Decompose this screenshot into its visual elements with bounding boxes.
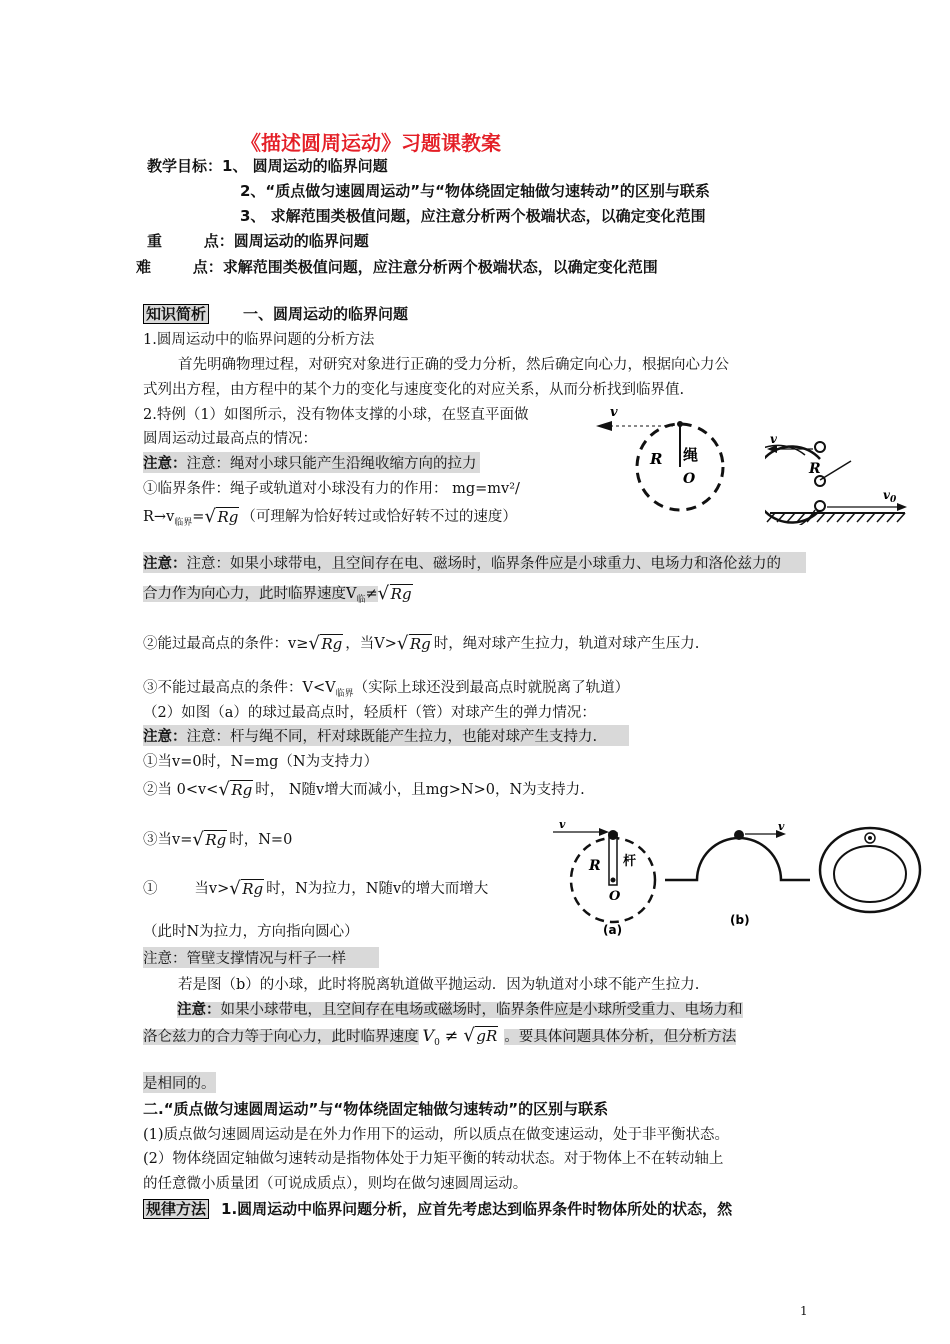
rope-r-label: R <box>650 450 663 468</box>
v0-formula: $V_0$ ≠ √ gR <box>419 1026 505 1048</box>
sqrt-rg: √ Rg <box>218 781 255 799</box>
crit1: ①临界条件：绳子或轨道对小球没有力的作用： mg=mv²/ <box>143 481 520 497</box>
note2-line1: 注意：注意：如果小球带电，且空间存在电、磁场时，临界条件应是小球重力、电场力和洛伦兹力的 <box>143 552 806 573</box>
note5-line2: 洛仑兹力的合力等于向心力，此时临界速度 $V_0$ ≠ √ gR 。要具体问题具体分析，但分析方法 <box>143 1025 736 1048</box>
rod-v-label: v <box>559 820 566 831</box>
rope-v-label: v <box>610 405 618 420</box>
section2-p2-line1: (2）物体绕固定轴做匀速转动是指物体处于力矩平衡的转动状态。对于物体上不在转动轴上 <box>143 1151 724 1167</box>
difficulty: 难 点：求解范围类极值问题，应注意分析两个极端状态，以确定变化范围 <box>136 258 658 276</box>
arch-figure <box>660 818 815 938</box>
track-v-label: v <box>770 432 777 446</box>
note2-line2: 合力作为向心力，此时临界速度$V_临\ne√$ Rg <box>143 582 415 605</box>
ex1-line2: 圆周运动过最高点的情况： <box>143 431 317 447</box>
rod3: ③当v=√ Rg 时，N=0 <box>143 828 292 849</box>
section2-heading: 二.“质点做匀速圆周运动”与“物体绕固定轴做匀速转动”的区别与联系 <box>143 1100 609 1118</box>
p1-title: 1.圆周运动中的临界问题的分析方法 <box>143 332 375 348</box>
rope-label: 绳 <box>683 446 699 464</box>
track-r-label: R <box>809 461 821 477</box>
rod1: ①当v=0时，N=mg（N为支持力） <box>143 754 379 770</box>
sqrt-rg: √ Rg <box>308 635 345 653</box>
ex2: （2）如图（a）的球过最高点时，轻质杆（管）对球产生的弹力情况： <box>143 705 596 721</box>
note3-text: 注意：杆与绳不同，杆对球既能产生拉力，也能对球产生支持力. <box>186 729 598 745</box>
ex1-line1: 2.特例（1）如图所示，没有物体支撑的小球，在竖直平面做 <box>143 407 529 423</box>
goals-label: 教学目标：1、 圆周运动的临界问题 <box>147 157 388 175</box>
rod-o-label: O <box>609 889 621 904</box>
ring-tube-figure <box>815 822 925 922</box>
rod-r-label: R <box>589 858 601 874</box>
note4: 注意：管壁支撑情况与杆子一样 <box>143 947 379 968</box>
sqrt-rg: √ Rg <box>229 880 266 898</box>
section1-tag: 知识简析 <box>143 304 209 324</box>
sqrt-rg: √ Rg <box>192 831 229 849</box>
p1-line2: 式列出方程，由方程中的某个力的变化与速度变化的对应关系，从而分析找到临界值. <box>143 382 685 398</box>
section3-tag: 规律方法 <box>143 1199 209 1219</box>
p-b: 若是图（b）的小球，此时将脱离轨道做平抛运动．因为轨道对小球不能产生拉力. <box>178 977 700 993</box>
track-v0-label: $v_0$ <box>883 488 897 505</box>
fig-b-caption: (b) <box>730 913 750 927</box>
key-points: 重 点：圆周运动的临界问题 <box>147 232 369 250</box>
goal-item-1: 1、 圆周运动的临界问题 <box>222 157 388 175</box>
cond3: ③不能过最高点的条件：$V<V_{临界}$（实际上球还没到最高点时就脱离了轨道） <box>143 680 630 699</box>
page-number: 1 <box>800 1304 808 1318</box>
section1-heading: 知识简析 一、圆周运动的临界问题 <box>143 303 408 324</box>
rod4: ① 当v>√ Rg 时，N为拉力，N随v的增大而增大 <box>143 877 488 898</box>
section2-p1: (1)质点做匀速圆周运动是在外力作用下的运动，所以质点在做变速运动，处于非平衡状态。 <box>143 1127 730 1143</box>
cond2: ②能过最高点的条件：v≥√ Rg ，当V>√ Rg 时，绳对球产生拉力，轨道对球产生压力. <box>143 632 699 653</box>
loop-track-figure <box>765 425 915 525</box>
note1: 注意：注意：绳对小球只能产生沿绳收缩方向的拉力 <box>143 452 480 473</box>
fig-a-caption: (a) <box>603 923 623 937</box>
note1-text: 注意：绳对小球只能产生沿绳收缩方向的拉力 <box>186 456 477 472</box>
goal-item-2: 2、“质点做匀速圆周运动”与“物体绕固定轴做匀速转动”的区别与联系 <box>240 182 710 200</box>
p1-line1: 首先明确物理过程，对研究对象进行正确的受力分析，然后确定向心力，根据向心力公 <box>178 357 729 373</box>
rope-o-label: O <box>683 471 696 487</box>
crit1b: $R\to v_{临界}=√$ Rg （可理解为恰好转过或恰好转不过的速度） <box>143 505 517 528</box>
note5-line1: 注意：如果小球带电，且空间存在电场或磁场时，临界条件应是小球所受重力、电场力和 <box>177 1002 743 1018</box>
sqrt-rg: √ Rg <box>204 508 241 526</box>
arch-v-label: v <box>778 820 785 833</box>
note3: 注意：注意：杆与绳不同，杆对球既能产生拉力，也能对球产生支持力. <box>143 725 629 746</box>
rod-circle-figure <box>545 820 665 938</box>
section3-line: 规律方法 1.圆周运动中临界问题分析，应首先考虑达到临界条件时物体所处的状态，然 <box>143 1198 732 1219</box>
goal-item-3: 3、 求解范围类极值问题，应注意分析两个极端状态，以确定变化范围 <box>240 207 706 225</box>
rope-circle-figure <box>590 400 740 522</box>
sqrt-rg: √ Rg <box>397 635 434 653</box>
page-title: 《描述圆周运动》习题课教案 <box>241 131 501 155</box>
rod2: ②当 0<v<√ Rg 时， N随v增大而减小，且mg>N>0，N为支持力. <box>143 778 585 799</box>
sqrt-rg: √ Rg <box>378 585 415 603</box>
section2-p2-line2: 的任意微小质量团（可说成质点），则均在做匀速圆周运动。 <box>143 1176 528 1192</box>
note5-line3: 是相同的。 <box>143 1072 216 1093</box>
rod4-note: （此时N为拉力，方向指向圆心） <box>143 924 359 940</box>
rod-label: 杆 <box>623 854 637 869</box>
